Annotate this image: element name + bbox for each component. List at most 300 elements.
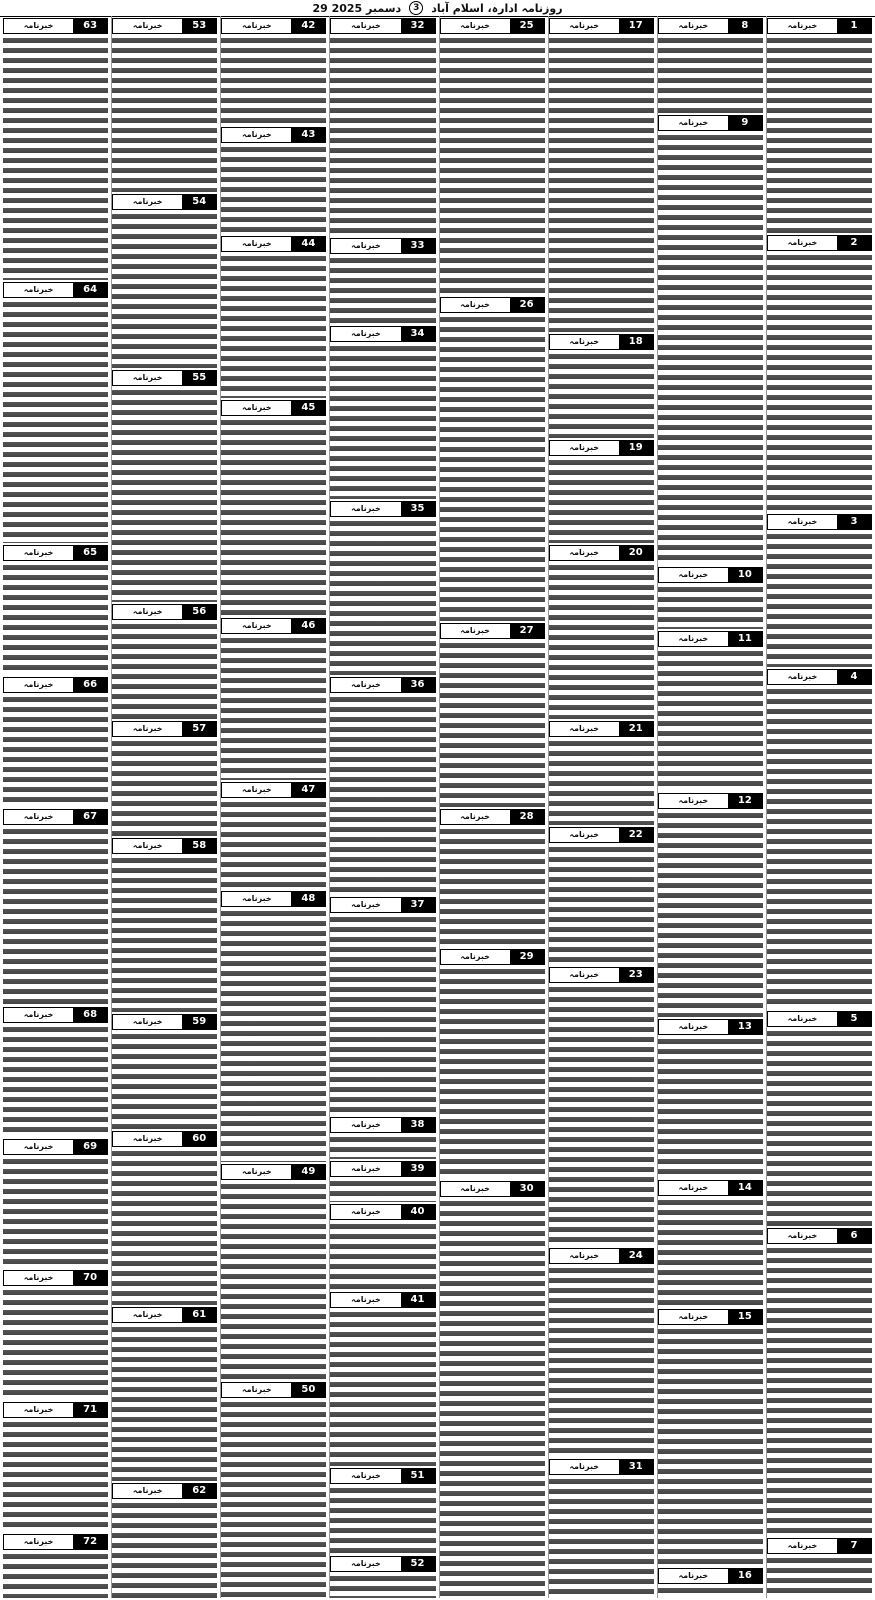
brief-number: 36 [401, 678, 435, 692]
brief-label: خبرنامہ [222, 19, 291, 33]
brief-label: خبرنامہ [550, 1249, 619, 1263]
brief-number: 69 [73, 1140, 107, 1154]
brief-number: 15 [728, 1310, 762, 1324]
brief-body [767, 1029, 872, 1226]
brief-body [330, 1135, 435, 1159]
news-brief [112, 1012, 217, 1129]
news-brief [330, 1554, 435, 1598]
brief-label: خبرنامہ [113, 722, 182, 736]
brief-label: خبرنامہ [659, 116, 728, 130]
brief-body [221, 1400, 326, 1598]
brief-header [549, 721, 654, 737]
news-brief [440, 947, 545, 1180]
news-brief [549, 965, 654, 1246]
brief-header [549, 440, 654, 456]
brief-number: 60 [182, 1132, 216, 1146]
brief-number: 34 [401, 327, 435, 341]
brief-label: خبرنامہ [659, 794, 728, 808]
brief-label: خبرنامہ [659, 568, 728, 582]
news-brief [330, 675, 435, 895]
brief-number: 38 [401, 1118, 435, 1132]
news-brief [3, 280, 108, 544]
brief-label: خبرنامہ [331, 1557, 400, 1571]
brief-header [440, 297, 545, 313]
brief-number: 30 [510, 1182, 544, 1196]
news-brief [3, 675, 108, 807]
news-brief [767, 512, 872, 667]
brief-body [440, 827, 545, 947]
brief-body [3, 300, 108, 544]
brief-body [112, 36, 217, 192]
brief-header [112, 370, 217, 386]
brief-header [549, 827, 654, 843]
brief-number: 61 [182, 1308, 216, 1322]
brief-label: خبرنامہ [659, 1569, 728, 1583]
brief-header [658, 1568, 763, 1584]
brief-body [658, 811, 763, 1017]
news-brief [658, 1566, 763, 1598]
news-brief [549, 332, 654, 437]
brief-header [221, 1382, 326, 1398]
brief-label: خبرنامہ [4, 1403, 73, 1417]
brief-number: 50 [291, 1383, 325, 1397]
brief-label: خبرنامہ [441, 950, 510, 964]
brief-number: 70 [73, 1271, 107, 1285]
brief-number: 67 [73, 810, 107, 824]
brief-header [549, 967, 654, 983]
brief-header [330, 1292, 435, 1308]
brief-body [112, 388, 217, 602]
brief-body [330, 1179, 435, 1203]
brief-header [330, 501, 435, 517]
brief-label: خبرنامہ [550, 335, 619, 349]
brief-number: 27 [510, 624, 544, 638]
brief-number: 8 [728, 19, 762, 33]
brief-label: خبرنامہ [659, 19, 728, 33]
brief-number: 37 [401, 898, 435, 912]
brief-number: 54 [182, 195, 216, 209]
brief-label: خبرنامہ [331, 898, 400, 912]
brief-label: خبرنامہ [441, 19, 510, 33]
news-brief [549, 438, 654, 543]
brief-body [221, 418, 326, 616]
brief-number: 47 [291, 783, 325, 797]
news-brief [221, 398, 326, 616]
brief-header [549, 18, 654, 34]
brief-header [549, 1248, 654, 1264]
brief-header [3, 1007, 108, 1023]
news-brief [330, 324, 435, 500]
brief-number: 10 [728, 568, 762, 582]
brief-header [440, 809, 545, 825]
brief-number: 49 [291, 1165, 325, 1179]
brief-body [221, 36, 326, 125]
brief-header [330, 1117, 435, 1133]
brief-body [112, 1501, 217, 1598]
brief-label: خبرنامہ [550, 722, 619, 736]
brief-body [3, 1288, 108, 1400]
brief-body [330, 256, 435, 324]
brief-body [767, 687, 872, 1008]
news-brief [112, 719, 217, 836]
brief-number: 66 [73, 678, 107, 692]
brief-label: خبرنامہ [113, 371, 182, 385]
brief-header [330, 897, 435, 913]
brief-number: 64 [73, 283, 107, 297]
brief-label: خبرنامہ [441, 624, 510, 638]
brief-body [549, 352, 654, 437]
brief-body [330, 1222, 435, 1290]
news-brief [549, 825, 654, 966]
news-column [766, 16, 872, 1598]
news-brief [3, 1005, 108, 1137]
brief-number: 32 [401, 19, 435, 33]
brief-label: خبرنامہ [331, 1162, 400, 1176]
brief-number: 21 [619, 722, 653, 736]
brief-label: خبرنامہ [222, 783, 291, 797]
brief-body [112, 856, 217, 1012]
brief-number: 18 [619, 335, 653, 349]
news-brief [221, 889, 326, 1162]
brief-body [221, 800, 326, 889]
news-brief [767, 667, 872, 1008]
news-brief [549, 1457, 654, 1598]
brief-header [3, 677, 108, 693]
news-brief [3, 1532, 108, 1598]
brief-label: خبرنامہ [222, 892, 291, 906]
brief-label: خبرنامہ [4, 1008, 73, 1022]
brief-body [221, 636, 326, 780]
brief-label: خبرنامہ [222, 1383, 291, 1397]
brief-label: خبرنامہ [441, 810, 510, 824]
brief-number: 24 [619, 1249, 653, 1263]
brief-number: 25 [510, 19, 544, 33]
brief-header [112, 1014, 217, 1030]
news-brief [658, 16, 763, 113]
brief-header [3, 1270, 108, 1286]
brief-number: 22 [619, 828, 653, 842]
brief-label: خبرنامہ [441, 298, 510, 312]
brief-header [330, 1556, 435, 1572]
brief-label: خبرنامہ [4, 1140, 73, 1154]
brief-body [440, 967, 545, 1180]
brief-number: 14 [728, 1181, 762, 1195]
news-brief [221, 1380, 326, 1598]
news-brief [221, 1162, 326, 1380]
brief-body [658, 1586, 763, 1598]
brief-number: 43 [291, 128, 325, 142]
brief-number: 62 [182, 1484, 216, 1498]
brief-number: 58 [182, 839, 216, 853]
news-brief [330, 895, 435, 1115]
brief-body [330, 695, 435, 895]
brief-body [767, 532, 872, 667]
brief-header [3, 1402, 108, 1418]
news-brief [767, 233, 872, 512]
brief-number: 52 [401, 1557, 435, 1571]
brief-number: 31 [619, 1460, 653, 1474]
brief-header [658, 1180, 763, 1196]
news-brief [440, 621, 545, 807]
brief-header [3, 545, 108, 561]
brief-label: خبرنامہ [113, 1015, 182, 1029]
brief-label: خبرنامہ [768, 1539, 837, 1553]
brief-label: خبرنامہ [113, 605, 182, 619]
brief-label: خبرنامہ [550, 19, 619, 33]
brief-label: خبرنامہ [331, 19, 400, 33]
brief-label: خبرنامہ [331, 1118, 400, 1132]
brief-label: خبرنامہ [550, 441, 619, 455]
brief-number: 46 [291, 619, 325, 633]
brief-body [658, 1327, 763, 1565]
brief-body [3, 1157, 108, 1269]
brief-label: خبرنامہ [4, 1535, 73, 1549]
brief-label: خبرنامہ [331, 1205, 400, 1219]
brief-header [3, 1534, 108, 1550]
news-brief [3, 543, 108, 675]
brief-header [330, 18, 435, 34]
brief-number: 71 [73, 1403, 107, 1417]
brief-body [549, 739, 654, 824]
brief-body [3, 695, 108, 807]
news-brief [440, 295, 545, 621]
brief-header [112, 604, 217, 620]
brief-number: 33 [401, 239, 435, 253]
brief-number: 19 [619, 441, 653, 455]
news-brief [658, 629, 763, 790]
news-brief [221, 234, 326, 398]
brief-body [330, 1486, 435, 1554]
brief-body [330, 519, 435, 675]
brief-header [221, 127, 326, 143]
news-column [439, 16, 545, 1598]
brief-header [767, 669, 872, 685]
brief-body [440, 1199, 545, 1598]
brief-number: 7 [837, 1539, 871, 1553]
news-brief [3, 1137, 108, 1269]
news-brief [767, 16, 872, 233]
brief-body [549, 1477, 654, 1598]
news-brief [330, 1115, 435, 1159]
brief-number: 35 [401, 502, 435, 516]
brief-label: خبرنامہ [331, 1293, 400, 1307]
brief-label: خبرنامہ [113, 1132, 182, 1146]
brief-label: خبرنامہ [331, 502, 400, 516]
brief-body [3, 563, 108, 675]
brief-label: خبرنامہ [768, 236, 837, 250]
brief-header [221, 618, 326, 634]
brief-header [330, 1468, 435, 1484]
brief-label: خبرنامہ [659, 1020, 728, 1034]
brief-body [549, 36, 654, 332]
masthead-title: روزنامہ ادارہ، اسلام آباد [431, 1, 563, 15]
brief-body [658, 36, 763, 113]
brief-body [3, 1552, 108, 1598]
brief-header [440, 623, 545, 639]
brief-number: 1 [837, 19, 871, 33]
brief-number: 13 [728, 1020, 762, 1034]
brief-number: 65 [73, 546, 107, 560]
brief-header [767, 1228, 872, 1244]
news-brief [221, 125, 326, 234]
news-brief [330, 1159, 435, 1203]
brief-header [330, 677, 435, 693]
news-brief [330, 1290, 435, 1466]
brief-label: خبرنامہ [113, 1308, 182, 1322]
news-brief [767, 1009, 872, 1226]
brief-body [658, 1037, 763, 1178]
columns-container [3, 16, 872, 1598]
brief-number: 53 [182, 19, 216, 33]
brief-number: 72 [73, 1535, 107, 1549]
brief-body [549, 458, 654, 543]
brief-label: خبرنامہ [113, 839, 182, 853]
brief-number: 2 [837, 236, 871, 250]
brief-header [330, 1204, 435, 1220]
brief-header [330, 238, 435, 254]
news-brief [221, 780, 326, 889]
brief-header [112, 194, 217, 210]
brief-body [330, 1574, 435, 1598]
brief-header [112, 721, 217, 737]
brief-header [221, 18, 326, 34]
brief-number: 4 [837, 670, 871, 684]
brief-body [440, 36, 545, 295]
brief-label: خبرنامہ [659, 632, 728, 646]
brief-number: 3 [837, 515, 871, 529]
news-brief [767, 1226, 872, 1536]
brief-label: خبرنامہ [550, 1460, 619, 1474]
news-brief [440, 16, 545, 295]
news-brief [112, 368, 217, 602]
brief-body [3, 1420, 108, 1532]
news-column [548, 16, 654, 1598]
brief-label: خبرنامہ [659, 1181, 728, 1195]
brief-header [658, 115, 763, 131]
news-brief [112, 1481, 217, 1598]
brief-body [549, 845, 654, 966]
brief-body [112, 1032, 217, 1129]
news-column [220, 16, 326, 1598]
brief-header [3, 282, 108, 298]
brief-body [549, 985, 654, 1246]
brief-header [658, 1019, 763, 1035]
brief-header [112, 838, 217, 854]
brief-header [549, 1459, 654, 1475]
brief-body [658, 585, 763, 630]
brief-label: خبرنامہ [113, 195, 182, 209]
brief-label: خبرنامہ [331, 678, 400, 692]
news-brief [112, 1305, 217, 1481]
brief-body [440, 641, 545, 807]
brief-label: خبرنامہ [659, 1310, 728, 1324]
news-brief [658, 1017, 763, 1178]
brief-label: خبرنامہ [550, 968, 619, 982]
brief-body [221, 909, 326, 1162]
brief-number: 63 [73, 19, 107, 33]
brief-body [767, 1556, 872, 1598]
news-column [3, 16, 108, 1598]
brief-number: 42 [291, 19, 325, 33]
brief-label: خبرنامہ [331, 327, 400, 341]
brief-header [549, 545, 654, 561]
brief-number: 11 [728, 632, 762, 646]
brief-label: خبرنامہ [4, 810, 73, 824]
news-brief [221, 616, 326, 780]
news-brief [221, 16, 326, 125]
brief-header [112, 18, 217, 34]
brief-body [767, 36, 872, 233]
brief-header [112, 1131, 217, 1147]
brief-body [3, 827, 108, 1005]
brief-header [767, 235, 872, 251]
brief-header [221, 891, 326, 907]
brief-label: خبرنامہ [113, 19, 182, 33]
brief-header [3, 18, 108, 34]
news-column [657, 16, 763, 1598]
page-number: 3 [409, 1, 423, 15]
news-brief [3, 807, 108, 1005]
brief-number: 48 [291, 892, 325, 906]
news-brief [549, 719, 654, 824]
news-brief [112, 602, 217, 719]
brief-number: 39 [401, 1162, 435, 1176]
brief-body [112, 622, 217, 719]
brief-body [658, 1198, 763, 1307]
brief-header [440, 18, 545, 34]
news-brief [658, 791, 763, 1017]
brief-label: خبرنامہ [4, 546, 73, 560]
news-brief [330, 236, 435, 324]
news-brief [3, 1268, 108, 1400]
news-brief [549, 543, 654, 719]
brief-body [112, 1325, 217, 1481]
brief-label: خبرنامہ [550, 546, 619, 560]
brief-header [658, 1309, 763, 1325]
brief-number: 68 [73, 1008, 107, 1022]
brief-body [112, 212, 217, 368]
brief-body [221, 1182, 326, 1380]
brief-label: خبرنامہ [113, 1484, 182, 1498]
news-brief [549, 1246, 654, 1457]
news-brief [440, 807, 545, 947]
brief-body [112, 739, 217, 836]
brief-body [330, 344, 435, 500]
brief-body [767, 1246, 872, 1536]
brief-header [221, 1164, 326, 1180]
news-brief [330, 1202, 435, 1290]
brief-number: 56 [182, 605, 216, 619]
brief-header [440, 1181, 545, 1197]
brief-label: خبرنامہ [441, 1182, 510, 1196]
brief-body [767, 253, 872, 512]
news-column [111, 16, 217, 1598]
brief-number: 55 [182, 371, 216, 385]
news-brief [112, 192, 217, 368]
brief-body [3, 36, 108, 280]
brief-label: خبرنامہ [222, 128, 291, 142]
brief-number: 16 [728, 1569, 762, 1583]
brief-header [658, 793, 763, 809]
brief-number: 6 [837, 1229, 871, 1243]
brief-label: خبرنامہ [4, 19, 73, 33]
brief-body [658, 649, 763, 790]
brief-body [330, 1310, 435, 1466]
brief-header [221, 236, 326, 252]
news-brief [658, 565, 763, 630]
news-brief [330, 16, 435, 236]
brief-number: 45 [291, 401, 325, 415]
